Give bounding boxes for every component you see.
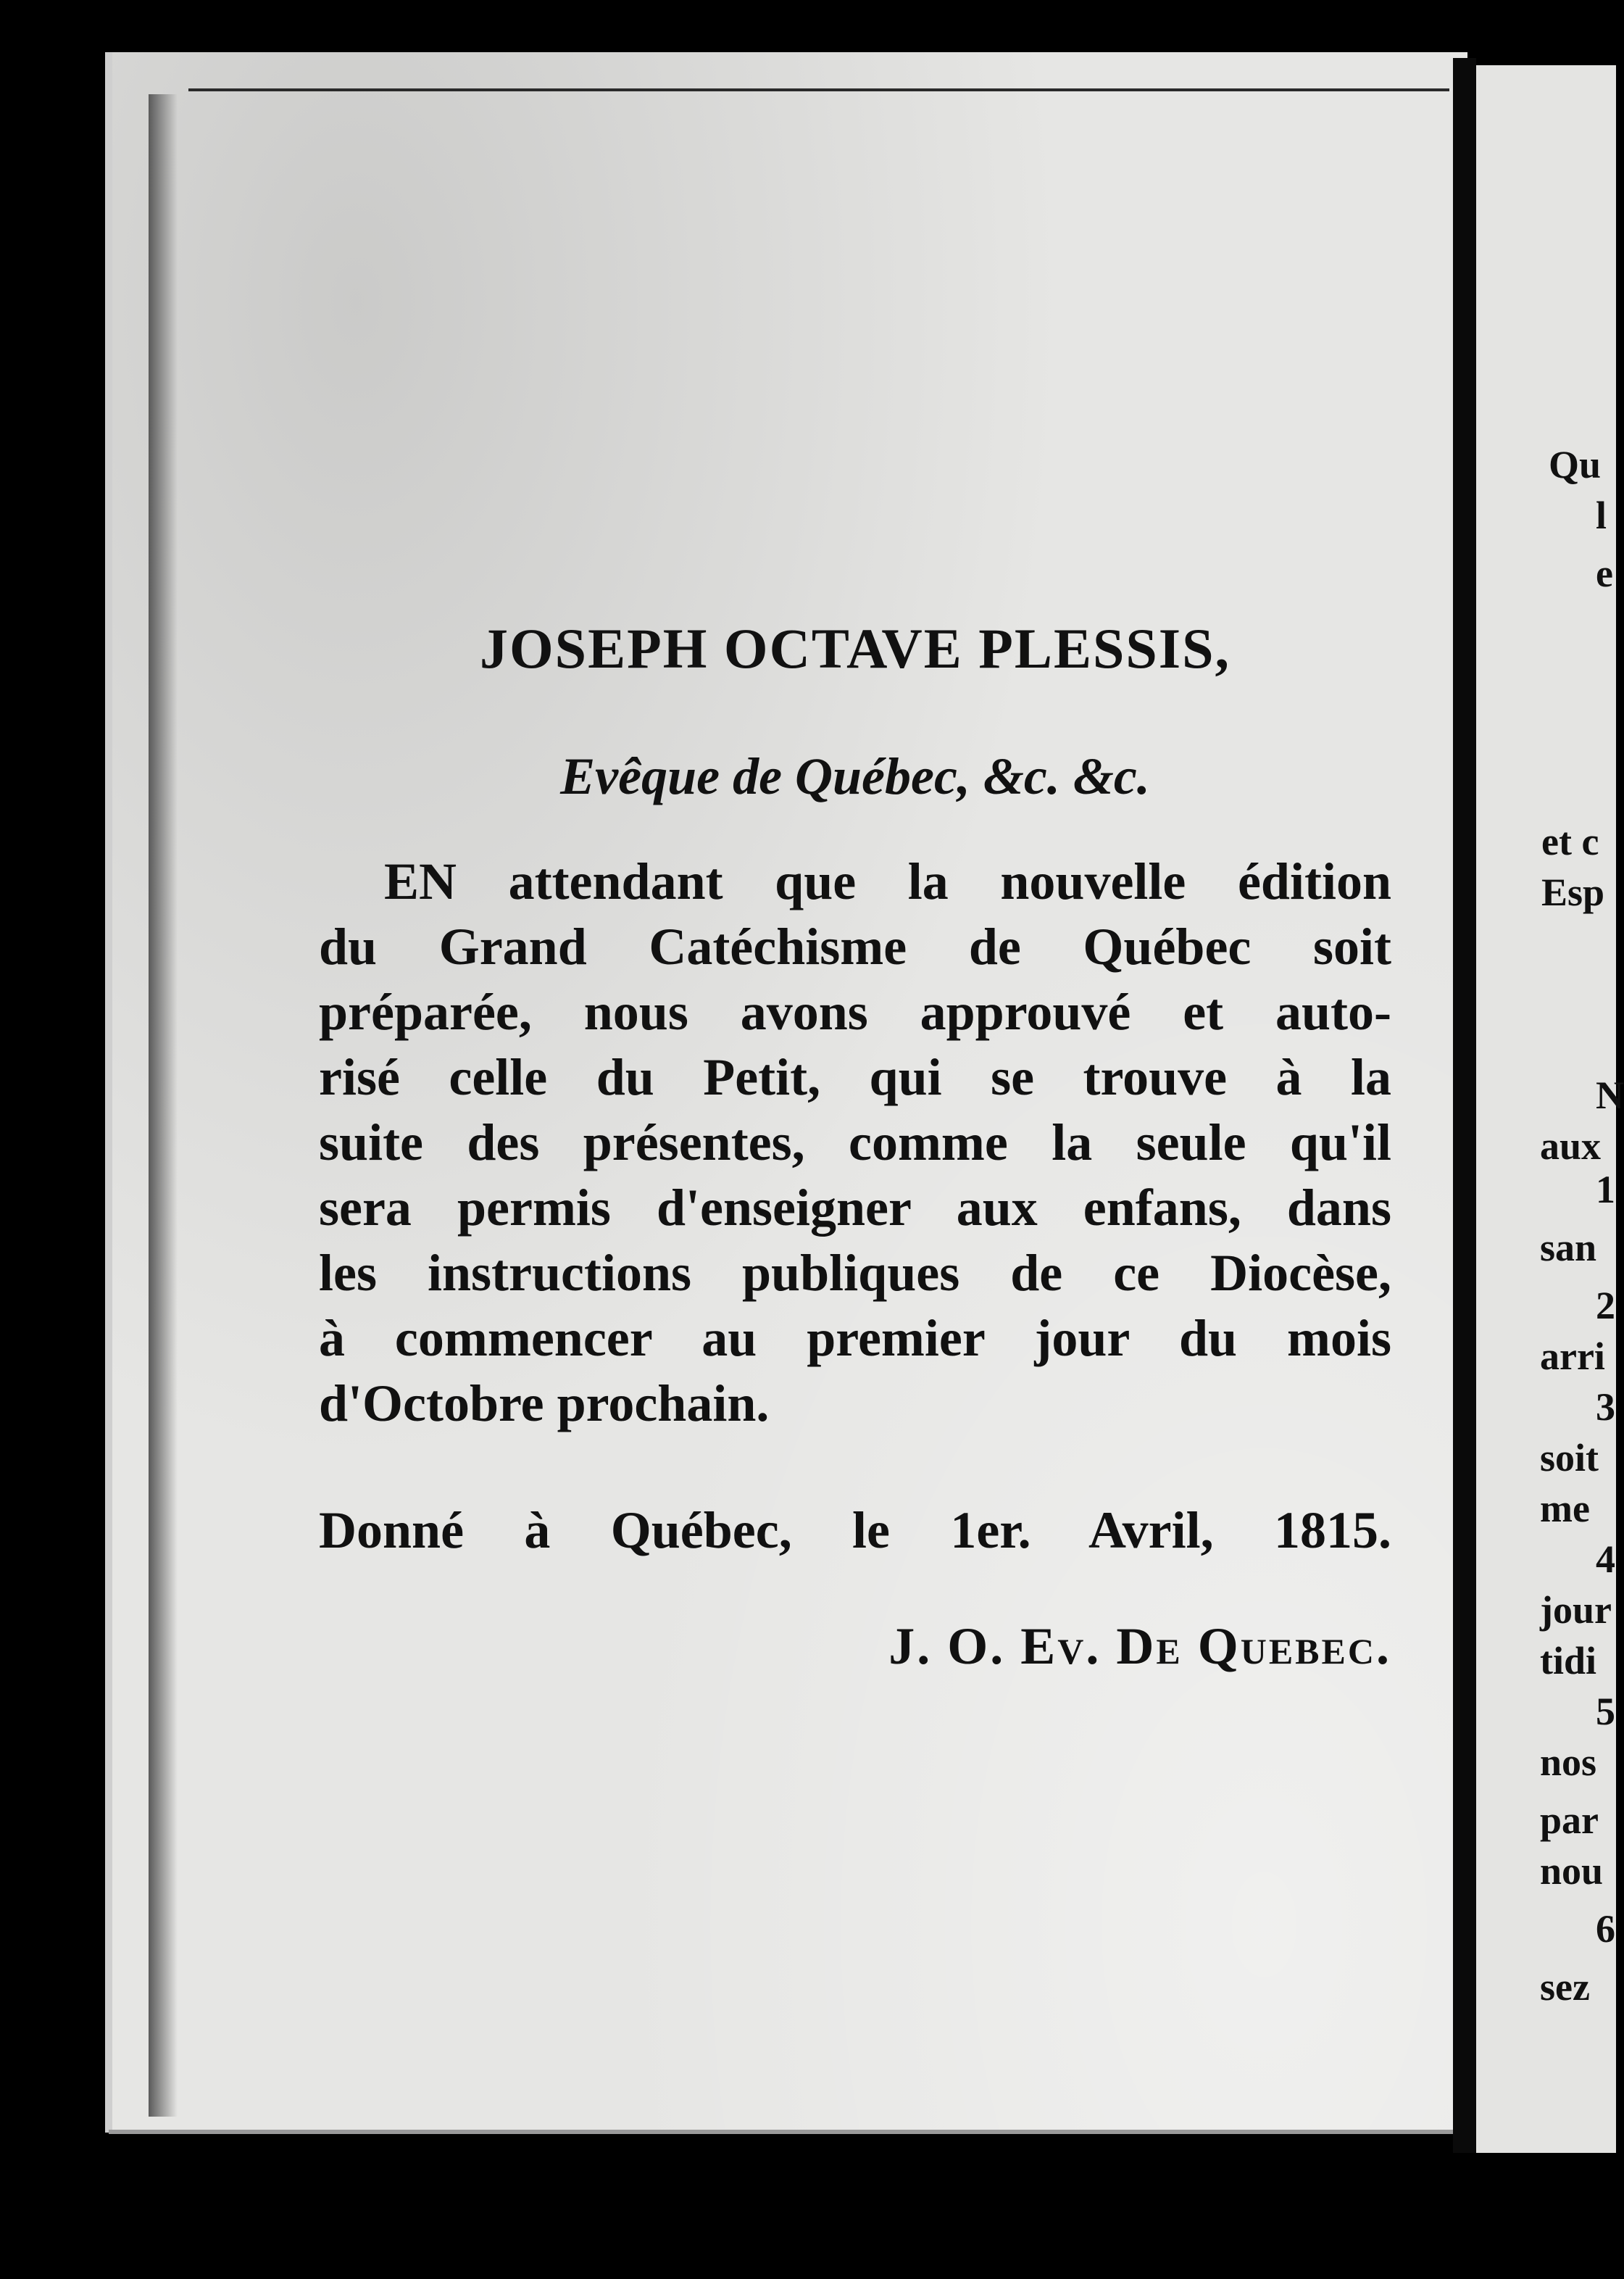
facing-fragment: 4 <box>1596 1537 1615 1581</box>
body-line: risé celle du Petit, qui se trouve à la <box>319 1048 1391 1106</box>
facing-fragment: aux <box>1540 1124 1602 1168</box>
facing-fragment: tidi <box>1540 1639 1597 1682</box>
body-line: du Grand Catéchisme de Québec soit <box>319 918 1391 976</box>
facing-fragment: 3 <box>1596 1385 1615 1429</box>
page-gutter-shadow <box>149 94 178 2117</box>
facing-fragment: Esp <box>1541 871 1605 914</box>
facing-fragment: arri <box>1540 1334 1605 1378</box>
facing-fragment: l <box>1596 494 1607 537</box>
facing-fragment: 2 <box>1596 1284 1615 1327</box>
body-line: EN attendant que la nouvelle édition <box>384 852 1391 910</box>
facing-fragment: me <box>1540 1487 1590 1530</box>
signature: J. O. Ev. De Quebec. <box>888 1617 1391 1675</box>
page-top-rule <box>188 88 1449 91</box>
facing-fragment: soit <box>1540 1436 1599 1479</box>
body-line: à commencer au premier jour du mois <box>319 1309 1391 1367</box>
body-line: sera permis d'enseigner aux enfans, dans <box>319 1179 1391 1237</box>
document-subheading: Evêque de Québec, &c. &c. <box>560 747 1150 805</box>
facing-fragment: nou <box>1540 1849 1604 1893</box>
facing-fragment: e <box>1596 552 1613 595</box>
facing-fragment: N <box>1596 1074 1624 1117</box>
facing-fragment: san <box>1540 1226 1597 1269</box>
facing-fragment: et c <box>1541 820 1599 863</box>
page-bottom-edge <box>109 2130 1457 2134</box>
body-line: suite des présentes, comme la seule qu'il <box>319 1113 1391 1171</box>
facing-fragment: 6 <box>1596 1907 1615 1951</box>
book-spine <box>1453 58 1476 2153</box>
body-line: d'Octobre prochain. <box>319 1374 770 1432</box>
document-heading: JOSEPH OCTAVE PLESSIS, <box>480 617 1231 680</box>
facing-fragment: Qu <box>1549 443 1602 486</box>
facing-fragment: sez <box>1540 1965 1590 2009</box>
facing-fragment: nos <box>1540 1740 1597 1784</box>
dateline: Donné à Québec, le 1er. Avril, 1815. <box>319 1501 1391 1559</box>
facing-fragment: 5 <box>1596 1690 1615 1733</box>
body-line: les instructions publiques de ce Diocèse, <box>319 1244 1391 1302</box>
facing-fragment: 1 <box>1596 1168 1615 1211</box>
facing-fragment: par <box>1540 1798 1599 1842</box>
facing-fragment: jour <box>1540 1588 1612 1632</box>
facing-page-text <box>1476 65 1624 2153</box>
body-line: préparée, nous avons approuvé et auto- <box>319 983 1391 1041</box>
